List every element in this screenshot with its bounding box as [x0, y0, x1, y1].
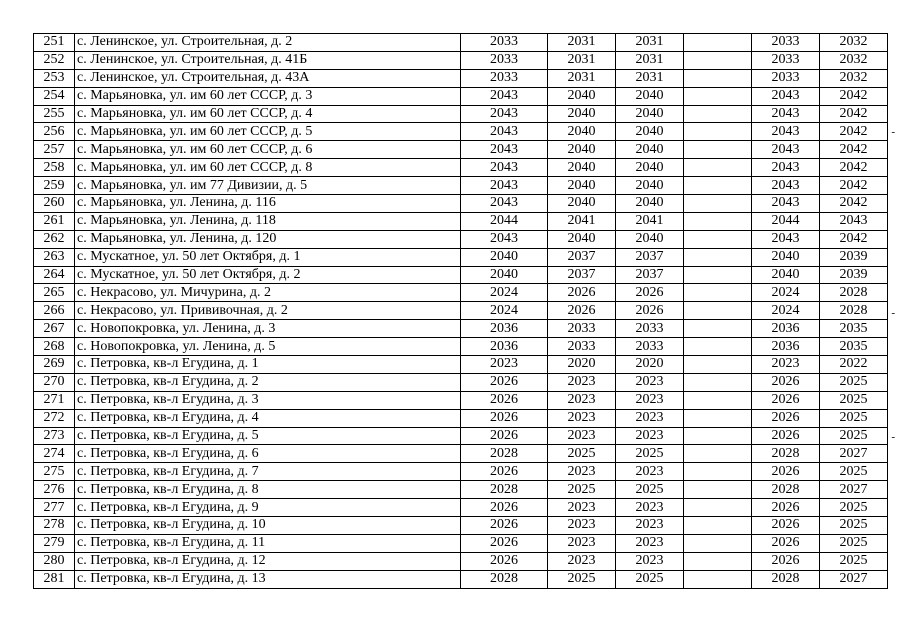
year-cell-4	[684, 302, 752, 320]
year-cell-4	[684, 212, 752, 230]
year-cell-5: 2043	[752, 195, 820, 213]
table-row	[34, 391, 888, 409]
year-cell-3: 2040	[616, 123, 684, 141]
table-row	[34, 463, 888, 481]
year-cell-1: 2040	[461, 248, 548, 266]
year-cell-4	[684, 69, 752, 87]
table-row	[34, 338, 888, 356]
year-cell-2: 2041	[548, 212, 616, 230]
year-cell-6: 2032	[820, 34, 888, 52]
row-number: 269	[34, 356, 75, 374]
year-cell-3: 2023	[616, 517, 684, 535]
year-cell-6: 2025	[820, 534, 888, 552]
address-cell: с. Петровка, кв-л Егудина, д. 6	[75, 445, 461, 463]
row-number: 270	[34, 373, 75, 391]
year-cell-3: 2040	[616, 87, 684, 105]
year-cell-2: 2031	[548, 51, 616, 69]
year-cell-6: 2042	[820, 195, 888, 213]
row-number: 274	[34, 445, 75, 463]
year-cell-6: 2025	[820, 427, 888, 445]
row-number: 267	[34, 320, 75, 338]
year-cell-6: 2027	[820, 570, 888, 588]
row-number: 273	[34, 427, 75, 445]
row-number: 277	[34, 499, 75, 517]
year-cell-2: 2023	[548, 373, 616, 391]
address-cell: с. Петровка, кв-л Егудина, д. 13	[75, 570, 461, 588]
table-row	[34, 141, 888, 159]
year-cell-2: 2033	[548, 320, 616, 338]
year-cell-6: 2028	[820, 302, 888, 320]
year-cell-5: 2028	[752, 570, 820, 588]
year-cell-6: 2043	[820, 212, 888, 230]
year-cell-3: 2025	[616, 481, 684, 499]
year-cell-6: 2022	[820, 356, 888, 374]
address-cell: с. Петровка, кв-л Егудина, д. 2	[75, 373, 461, 391]
table-row	[34, 320, 888, 338]
address-cell: с. Ленинское, ул. Строительная, д. 2	[75, 34, 461, 52]
year-cell-3: 2023	[616, 391, 684, 409]
year-cell-2: 2023	[548, 499, 616, 517]
year-cell-6: 2042	[820, 87, 888, 105]
year-cell-2: 2040	[548, 177, 616, 195]
year-cell-6: 2042	[820, 159, 888, 177]
row-number: 261	[34, 212, 75, 230]
year-cell-3: 2026	[616, 302, 684, 320]
year-cell-5: 2040	[752, 266, 820, 284]
year-cell-2: 2026	[548, 284, 616, 302]
year-cell-5: 2033	[752, 34, 820, 52]
row-number: 275	[34, 463, 75, 481]
year-cell-1: 2043	[461, 141, 548, 159]
address-cell: с. Марьяновка, ул. Ленина, д. 118	[75, 212, 461, 230]
year-cell-1: 2043	[461, 177, 548, 195]
year-cell-3: 2026	[616, 284, 684, 302]
year-cell-1: 2043	[461, 195, 548, 213]
year-cell-3: 2040	[616, 105, 684, 123]
year-cell-4	[684, 481, 752, 499]
year-cell-2: 2040	[548, 159, 616, 177]
year-cell-6: 2042	[820, 141, 888, 159]
year-cell-2: 2023	[548, 427, 616, 445]
address-cell: с. Марьяновка, ул. им 60 лет СССР, д. 6	[75, 141, 461, 159]
year-cell-4	[684, 373, 752, 391]
year-cell-5: 2023	[752, 356, 820, 374]
year-cell-3: 2023	[616, 534, 684, 552]
year-cell-6: 2039	[820, 248, 888, 266]
year-cell-2: 2031	[548, 34, 616, 52]
table-row	[34, 373, 888, 391]
scan-mark: -	[891, 307, 895, 319]
table-row	[34, 51, 888, 69]
year-cell-2: 2040	[548, 123, 616, 141]
year-cell-6: 2032	[820, 69, 888, 87]
address-cell: с. Петровка, кв-л Егудина, д. 8	[75, 481, 461, 499]
row-number: 280	[34, 552, 75, 570]
row-number: 263	[34, 248, 75, 266]
year-cell-3: 2033	[616, 320, 684, 338]
year-cell-5: 2028	[752, 481, 820, 499]
year-cell-1: 2036	[461, 338, 548, 356]
year-cell-4	[684, 159, 752, 177]
year-cell-3: 2040	[616, 141, 684, 159]
year-cell-4	[684, 517, 752, 535]
year-cell-1: 2026	[461, 499, 548, 517]
year-cell-4	[684, 266, 752, 284]
year-cell-5: 2026	[752, 409, 820, 427]
address-cell: с. Новопокровка, ул. Ленина, д. 3	[75, 320, 461, 338]
table-row	[34, 570, 888, 588]
table-row	[34, 123, 888, 141]
year-cell-1: 2043	[461, 105, 548, 123]
row-number: 268	[34, 338, 75, 356]
table-row	[34, 534, 888, 552]
table-row	[34, 445, 888, 463]
year-cell-4	[684, 445, 752, 463]
scan-mark: -	[891, 126, 895, 138]
table-row	[34, 105, 888, 123]
address-cell: с. Ленинское, ул. Строительная, д. 41Б	[75, 51, 461, 69]
table-row	[34, 266, 888, 284]
year-cell-3: 2020	[616, 356, 684, 374]
year-cell-4	[684, 499, 752, 517]
year-cell-4	[684, 87, 752, 105]
year-cell-6: 2025	[820, 409, 888, 427]
table-body	[34, 34, 888, 589]
table-row	[34, 34, 888, 52]
year-cell-3: 2023	[616, 552, 684, 570]
address-cell: с. Петровка, кв-л Егудина, д. 7	[75, 463, 461, 481]
year-cell-2: 2023	[548, 391, 616, 409]
year-cell-5: 2026	[752, 552, 820, 570]
year-cell-5: 2036	[752, 338, 820, 356]
year-cell-3: 2031	[616, 51, 684, 69]
year-cell-1: 2033	[461, 51, 548, 69]
year-cell-5: 2026	[752, 427, 820, 445]
year-cell-4	[684, 248, 752, 266]
year-cell-6: 2042	[820, 105, 888, 123]
year-cell-5: 2043	[752, 177, 820, 195]
year-cell-1: 2026	[461, 463, 548, 481]
row-number: 258	[34, 159, 75, 177]
table-row	[34, 356, 888, 374]
year-cell-6: 2025	[820, 499, 888, 517]
row-number: 276	[34, 481, 75, 499]
year-cell-1: 2043	[461, 87, 548, 105]
address-cell: с. Марьяновка, ул. им 60 лет СССР, д. 4	[75, 105, 461, 123]
year-cell-4	[684, 195, 752, 213]
year-cell-3: 2041	[616, 212, 684, 230]
year-cell-4	[684, 552, 752, 570]
year-cell-1: 2026	[461, 427, 548, 445]
row-number: 266	[34, 302, 75, 320]
year-cell-1: 2028	[461, 445, 548, 463]
year-cell-3: 2023	[616, 409, 684, 427]
year-cell-4	[684, 105, 752, 123]
year-cell-2: 2037	[548, 266, 616, 284]
year-cell-5: 2036	[752, 320, 820, 338]
row-number: 256	[34, 123, 75, 141]
row-number: 264	[34, 266, 75, 284]
year-cell-1: 2024	[461, 302, 548, 320]
year-cell-2: 2040	[548, 195, 616, 213]
table-row	[34, 159, 888, 177]
year-cell-4	[684, 177, 752, 195]
year-cell-4	[684, 391, 752, 409]
address-cell: с. Петровка, кв-л Егудина, д. 9	[75, 499, 461, 517]
row-number: 252	[34, 51, 75, 69]
year-cell-5: 2024	[752, 284, 820, 302]
address-cell: с. Марьяновка, ул. Ленина, д. 116	[75, 195, 461, 213]
table-row	[34, 248, 888, 266]
year-cell-2: 2025	[548, 445, 616, 463]
address-cell: с. Марьяновка, ул. им 77 Дивизии, д. 5	[75, 177, 461, 195]
year-cell-1: 2036	[461, 320, 548, 338]
year-cell-4	[684, 463, 752, 481]
year-cell-4	[684, 356, 752, 374]
address-cell: с. Петровка, кв-л Егудина, д. 1	[75, 356, 461, 374]
year-cell-4	[684, 570, 752, 588]
year-cell-2: 2020	[548, 356, 616, 374]
year-cell-3: 2025	[616, 570, 684, 588]
year-cell-4	[684, 51, 752, 69]
year-cell-2: 2023	[548, 463, 616, 481]
year-cell-3: 2037	[616, 266, 684, 284]
year-cell-2: 2033	[548, 338, 616, 356]
year-cell-6: 2025	[820, 463, 888, 481]
year-cell-2: 2040	[548, 87, 616, 105]
year-cell-6: 2042	[820, 230, 888, 248]
year-cell-3: 2023	[616, 499, 684, 517]
year-cell-5: 2026	[752, 534, 820, 552]
year-cell-2: 2040	[548, 230, 616, 248]
table-row	[34, 69, 888, 87]
year-cell-3: 2040	[616, 177, 684, 195]
year-cell-1: 2028	[461, 481, 548, 499]
year-cell-5: 2026	[752, 373, 820, 391]
document-page	[33, 33, 888, 589]
year-cell-6: 2039	[820, 266, 888, 284]
year-cell-3: 2023	[616, 463, 684, 481]
year-cell-5: 2043	[752, 230, 820, 248]
table-row	[34, 87, 888, 105]
address-cell: с. Петровка, кв-л Егудина, д. 11	[75, 534, 461, 552]
year-cell-2: 2023	[548, 552, 616, 570]
year-cell-5: 2044	[752, 212, 820, 230]
address-cell: с. Петровка, кв-л Егудина, д. 5	[75, 427, 461, 445]
row-number: 251	[34, 34, 75, 52]
year-cell-6: 2035	[820, 320, 888, 338]
year-cell-1: 2026	[461, 409, 548, 427]
address-cell: с. Новопокровка, ул. Ленина, д. 5	[75, 338, 461, 356]
year-cell-1: 2043	[461, 123, 548, 141]
year-cell-5: 2033	[752, 69, 820, 87]
row-number: 259	[34, 177, 75, 195]
year-cell-6: 2025	[820, 517, 888, 535]
year-cell-5: 2043	[752, 87, 820, 105]
year-cell-3: 2033	[616, 338, 684, 356]
year-cell-6: 2025	[820, 391, 888, 409]
year-cell-4	[684, 409, 752, 427]
year-cell-4	[684, 123, 752, 141]
year-cell-5: 2043	[752, 159, 820, 177]
table-row	[34, 499, 888, 517]
year-cell-4	[684, 141, 752, 159]
year-cell-5: 2028	[752, 445, 820, 463]
row-number: 278	[34, 517, 75, 535]
address-cell: с. Ленинское, ул. Строительная, д. 43А	[75, 69, 461, 87]
year-cell-2: 2025	[548, 570, 616, 588]
row-number: 271	[34, 391, 75, 409]
table-row	[34, 409, 888, 427]
year-cell-2: 2025	[548, 481, 616, 499]
address-cell: с. Петровка, кв-л Егудина, д. 4	[75, 409, 461, 427]
year-cell-1: 2043	[461, 159, 548, 177]
year-cell-5: 2033	[752, 51, 820, 69]
row-number: 253	[34, 69, 75, 87]
year-cell-2: 2040	[548, 141, 616, 159]
year-cell-2: 2037	[548, 248, 616, 266]
row-number: 255	[34, 105, 75, 123]
address-cell: с. Марьяновка, ул. им 60 лет СССР, д. 5	[75, 123, 461, 141]
year-cell-2: 2040	[548, 105, 616, 123]
year-cell-5: 2026	[752, 517, 820, 535]
address-cell: с. Некрасово, ул. Прививочная, д. 2	[75, 302, 461, 320]
year-cell-3: 2025	[616, 445, 684, 463]
row-number: 265	[34, 284, 75, 302]
year-cell-1: 2026	[461, 552, 548, 570]
year-cell-5: 2040	[752, 248, 820, 266]
table-row	[34, 427, 888, 445]
year-cell-6: 2028	[820, 284, 888, 302]
year-cell-2: 2023	[548, 409, 616, 427]
year-cell-1: 2033	[461, 69, 548, 87]
address-cell: с. Некрасово, ул. Мичурина, д. 2	[75, 284, 461, 302]
address-cell: с. Мускатное, ул. 50 лет Октября, д. 1	[75, 248, 461, 266]
year-cell-5: 2043	[752, 105, 820, 123]
year-cell-1: 2026	[461, 391, 548, 409]
year-cell-1: 2026	[461, 517, 548, 535]
year-cell-1: 2040	[461, 266, 548, 284]
year-cell-4	[684, 427, 752, 445]
address-cell: с. Марьяновка, ул. им 60 лет СССР, д. 8	[75, 159, 461, 177]
row-number: 281	[34, 570, 75, 588]
year-cell-6: 2032	[820, 51, 888, 69]
year-cell-5: 2026	[752, 391, 820, 409]
address-cell: с. Петровка, кв-л Егудина, д. 10	[75, 517, 461, 535]
housing-schedule-table	[33, 33, 888, 589]
year-cell-5: 2026	[752, 499, 820, 517]
year-cell-4	[684, 284, 752, 302]
table-row	[34, 284, 888, 302]
year-cell-1: 2026	[461, 373, 548, 391]
year-cell-3: 2023	[616, 373, 684, 391]
year-cell-3: 2031	[616, 69, 684, 87]
table-row	[34, 230, 888, 248]
year-cell-1: 2024	[461, 284, 548, 302]
year-cell-3: 2031	[616, 34, 684, 52]
year-cell-3: 2040	[616, 195, 684, 213]
year-cell-4	[684, 534, 752, 552]
year-cell-4	[684, 34, 752, 52]
year-cell-2: 2026	[548, 302, 616, 320]
scan-mark: -	[891, 431, 895, 443]
address-cell: с. Петровка, кв-л Егудина, д. 3	[75, 391, 461, 409]
year-cell-1: 2043	[461, 230, 548, 248]
row-number: 260	[34, 195, 75, 213]
address-cell: с. Марьяновка, ул. Ленина, д. 120	[75, 230, 461, 248]
year-cell-1: 2028	[461, 570, 548, 588]
year-cell-3: 2037	[616, 248, 684, 266]
year-cell-6: 2025	[820, 373, 888, 391]
address-cell: с. Мускатное, ул. 50 лет Октября, д. 2	[75, 266, 461, 284]
year-cell-2: 2031	[548, 69, 616, 87]
year-cell-3: 2040	[616, 230, 684, 248]
year-cell-5: 2043	[752, 141, 820, 159]
address-cell: с. Марьяновка, ул. им 60 лет СССР, д. 3	[75, 87, 461, 105]
row-number: 257	[34, 141, 75, 159]
row-number: 254	[34, 87, 75, 105]
row-number: 272	[34, 409, 75, 427]
table-row	[34, 302, 888, 320]
year-cell-6: 2035	[820, 338, 888, 356]
year-cell-5: 2024	[752, 302, 820, 320]
table-row	[34, 481, 888, 499]
year-cell-4	[684, 338, 752, 356]
year-cell-2: 2023	[548, 517, 616, 535]
year-cell-1: 2026	[461, 534, 548, 552]
table-row	[34, 517, 888, 535]
year-cell-6: 2042	[820, 177, 888, 195]
table-row	[34, 212, 888, 230]
table-row	[34, 552, 888, 570]
year-cell-5: 2043	[752, 123, 820, 141]
table-row	[34, 195, 888, 213]
year-cell-5: 2026	[752, 463, 820, 481]
year-cell-4	[684, 230, 752, 248]
row-number: 262	[34, 230, 75, 248]
row-number: 279	[34, 534, 75, 552]
year-cell-6: 2027	[820, 481, 888, 499]
year-cell-1: 2033	[461, 34, 548, 52]
year-cell-3: 2040	[616, 159, 684, 177]
year-cell-6: 2027	[820, 445, 888, 463]
year-cell-1: 2044	[461, 212, 548, 230]
year-cell-1: 2023	[461, 356, 548, 374]
year-cell-6: 2042	[820, 123, 888, 141]
address-cell: с. Петровка, кв-л Егудина, д. 12	[75, 552, 461, 570]
year-cell-6: 2025	[820, 552, 888, 570]
year-cell-4	[684, 320, 752, 338]
table-row	[34, 177, 888, 195]
year-cell-2: 2023	[548, 534, 616, 552]
year-cell-3: 2023	[616, 427, 684, 445]
